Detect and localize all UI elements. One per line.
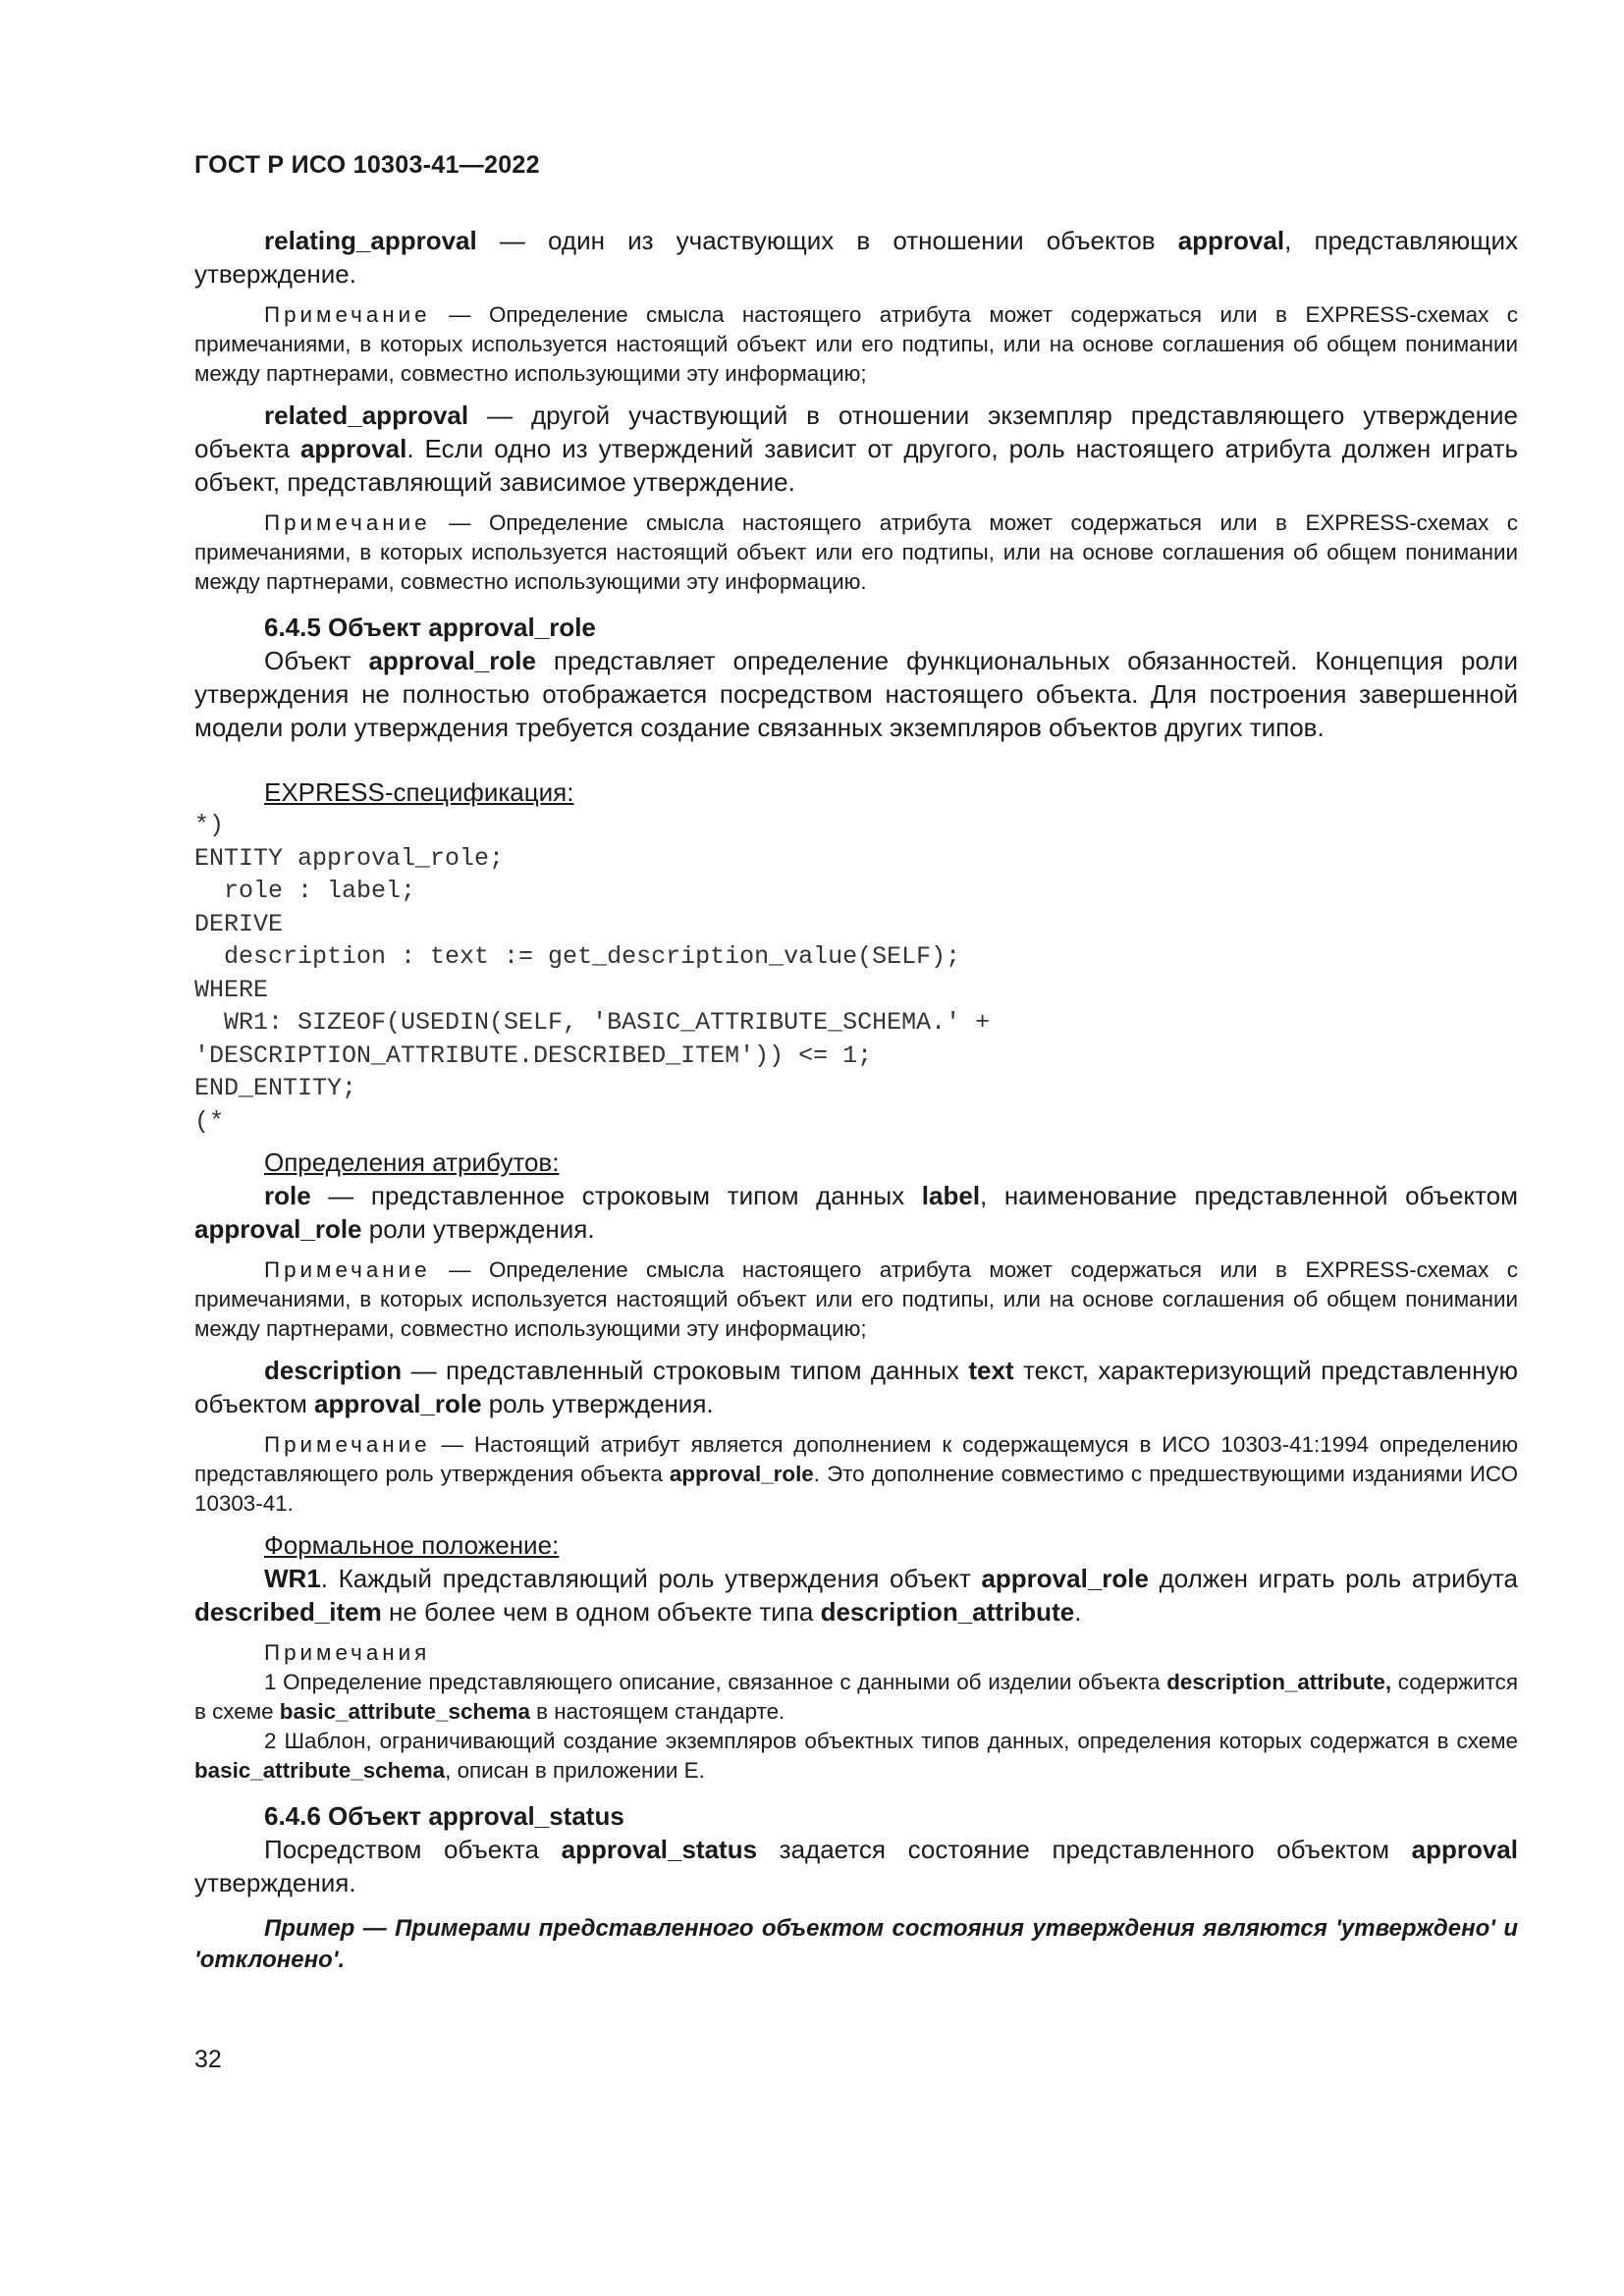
term: description [264,1356,403,1385]
notes-label: Примечания [264,1640,431,1665]
express-code-block: *) ENTITY approval_role; role : label; DERIVE description : text := get_description_value(SELF); WHERE WR1: SIZEOF(USEDIN(SELF, 'BASIC_ATTRIBUTE_SCHEMA.' + 'DESCRIPTION_ATTRIBUTE.DESCRIBED_ITEM')) <= 1; END_ENTITY; (* [194,811,991,1136]
example: Пример — Примерами представленного объектом состояния утверждения являются 'утверждено' и 'отклонено'. [194,1915,1518,1973]
note: Примечание — Определение смысла настоящего атрибута может содержаться или в EXPRESS-схемах с примечаниями, в которых используется настоящий объект или его подтипы, или на основе соглашения об общем понимании между партнерами, совместно использующими эту информацию; [194,302,1518,386]
attribute-definition-relating-approval: relating_approval — один из участвующих в отношении объектов approval, представляющих утверждение. [194,226,1518,289]
note: Примечание — Определение смысла настоящего атрибута может содержаться или в EXPRESS-схемах с примечаниями, в которых используется настоящий объект или его подтипы, или на основе соглашения об общем понимании между партнерами, совместно использующими эту информацию; [194,1257,1518,1341]
page-content [194,224,1518,1976]
document-header: ГОСТ Р ИСО 10303-41—2022 [194,151,540,179]
section-heading-6-4-6: 6.4.6 Объект approval_status [264,1801,624,1831]
express-spec-label: EXPRESS-спецификация: [264,777,574,807]
attribute-definition-description: description — представленный строковым типом данных text текст, характеризующий представленную объектом approval_role роль утверждения. [194,1356,1518,1418]
page-number: 32 [194,2046,222,2073]
attribute-definition-role: role — представленное строковым типом данных label, наименование представленной объектом approval_role роли утверждения. [194,1181,1518,1244]
note-item-2: 2 Шаблон, ограничивающий создание экземпляров объектных типов данных, определения которых содержатся в схеме basic_attribute_schema, описан в приложении E. [194,1729,1518,1783]
term: WR1 [264,1564,321,1593]
attribute-definitions-label: Определения атрибутов: [264,1148,560,1177]
term: role [264,1181,311,1210]
note: Примечание — Настоящий атрибут является дополнением к содержащемуся в ИСО 10303-41:1994 определению представляющего роль утверждения объекта approval_role. Это дополнение совместимо с предшествующими изданиями ИСО 10303-41. [194,1432,1519,1516]
formal-proposition-label: Формальное положение: [264,1530,560,1560]
note: Примечание — Определение смысла настоящего атрибута может содержаться или в EXPRESS-схемах с примечаниями, в которых используется настоящий объект или его подтипы, или на основе соглашения об общем понимании между партнерами, совместно использующими эту информацию. [194,510,1518,594]
term: related_approval [264,400,469,430]
attribute-definition-related-approval: related_approval — другой участвующий в отношении экземпляр представляющего утверждение объекта approval. Если одно из утверждений зависит от другого, роль настоящего атрибута должен играть объект, представляющий зависимое утверждение. [194,400,1519,497]
section-intro: Посредством объекта approval_status задается состояние представленного объектом approval утверждения. [194,1835,1518,1897]
term: relating_approval [264,226,477,255]
section-intro: Объект approval_role представляет определение функциональных обязанностей. Концепция роли утверждения не полностью отображается посредством настоящего объекта. Для построения завершенной модели роли утверждения требуется создание связанных экземпляров объектов других типов. [194,646,1518,742]
note-item-1: 1 Определение представляющего описание, связанное с данными об изделии объекта description_attribute, содержится в схеме basic_attribute_schema в настоящем стандарте. [194,1670,1518,1724]
where-rule-wr1: WR1. Каждый представляющий роль утверждения объект approval_role должен играть роль атрибута described_item не более чем в одном объекте типа description_attribute. [194,1564,1519,1627]
section-heading-6-4-5: 6.4.5 Объект approval_role [264,613,596,642]
